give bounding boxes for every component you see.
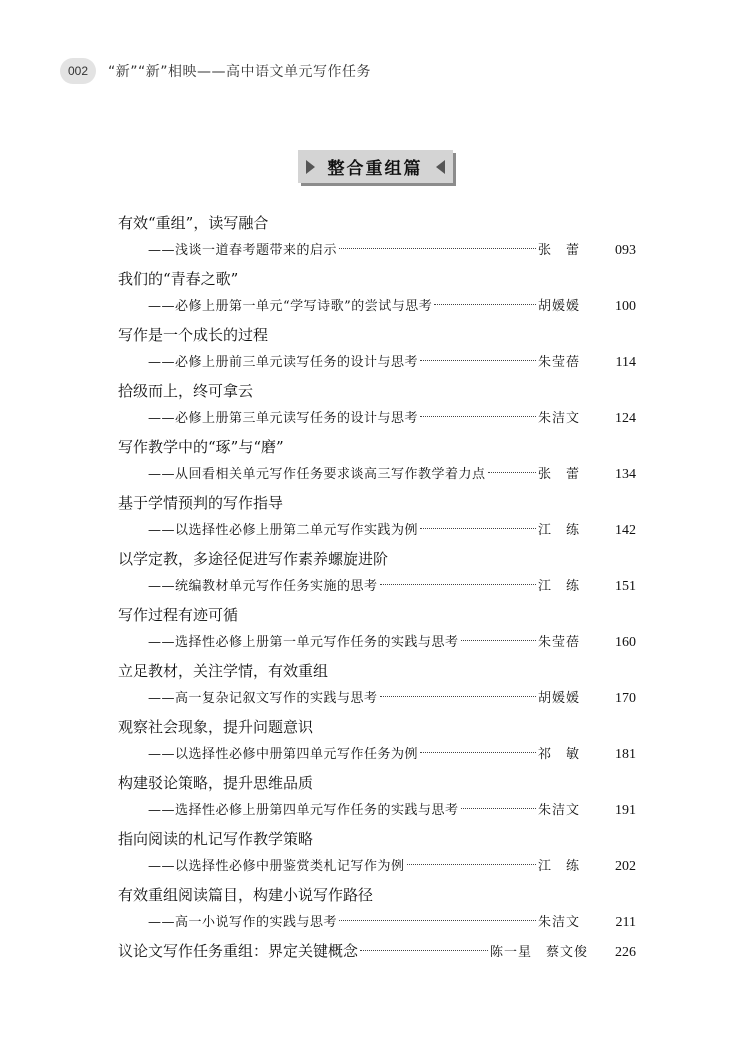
toc-entry[interactable] bbox=[118, 208, 636, 264]
leader-dots bbox=[407, 864, 536, 865]
toc-entry-subline bbox=[118, 406, 636, 432]
toc-entry-page: 114 bbox=[615, 355, 636, 370]
toc-entry-title: 有效“重组”，读写融合 bbox=[118, 214, 269, 232]
toc-entry-title: 写作过程有迹可循 bbox=[118, 606, 239, 624]
toc-entry-subtitle: ——必修上册第三单元读写任务的设计与思考 bbox=[148, 411, 419, 426]
running-title: “新”“新”相映——高中语文单元写作任务 bbox=[108, 64, 372, 80]
leader-dots bbox=[461, 640, 536, 641]
toc-entry-subline bbox=[118, 854, 636, 880]
toc-entry-subline bbox=[118, 574, 636, 600]
toc-entry[interactable] bbox=[118, 432, 636, 488]
toc-entry[interactable] bbox=[118, 376, 636, 432]
toc-entry-page: 226 bbox=[615, 945, 636, 960]
toc-entry-subline bbox=[118, 294, 636, 320]
leader-dots bbox=[488, 472, 536, 473]
toc-entry-page: 142 bbox=[615, 523, 636, 538]
section-title: 整合重组篇 bbox=[298, 150, 453, 183]
toc-entry[interactable] bbox=[118, 544, 636, 600]
leader-dots bbox=[461, 808, 536, 809]
toc-entry-subtitle: ——浅谈一道春考题带来的启示 bbox=[148, 243, 338, 258]
toc-entry[interactable] bbox=[118, 824, 636, 880]
toc-entry-title: 观察社会现象，提升问题意识 bbox=[118, 718, 314, 736]
leader-dots bbox=[360, 950, 488, 951]
table-of-contents bbox=[118, 208, 636, 964]
toc-entry[interactable] bbox=[118, 264, 636, 320]
leader-dots bbox=[380, 584, 536, 585]
toc-entry-author: 朱洁文 bbox=[538, 411, 581, 426]
toc-entry[interactable] bbox=[118, 880, 636, 936]
toc-entry-author: 江 练 bbox=[538, 579, 581, 594]
toc-entry-subtitle: ——以选择性必修上册第二单元写作实践为例 bbox=[148, 523, 419, 538]
toc-entry-author: 张 蕾 bbox=[538, 467, 581, 482]
toc-entry-subtitle: ——高一小说写作的实践与思考 bbox=[148, 915, 338, 930]
toc-entry-author: 朱莹蓓 bbox=[538, 355, 581, 370]
toc-entry-subtitle: ——从回看相关单元写作任务要求谈高三写作教学着力点 bbox=[148, 467, 486, 482]
page-number: 002 bbox=[60, 58, 96, 84]
leader-dots bbox=[434, 304, 536, 305]
toc-entry[interactable] bbox=[118, 712, 636, 768]
toc-entry-page: 191 bbox=[615, 803, 636, 818]
toc-entry[interactable] bbox=[118, 656, 636, 712]
toc-entry-title: 有效重组阅读篇目，构建小说写作路径 bbox=[118, 886, 374, 904]
leader-dots bbox=[339, 248, 536, 249]
toc-entry-subtitle: ——选择性必修上册第四单元写作任务的实践与思考 bbox=[148, 803, 459, 818]
toc-entry-page: 134 bbox=[615, 467, 636, 482]
leader-dots bbox=[339, 920, 536, 921]
toc-entry-page: 170 bbox=[615, 691, 636, 706]
toc-entry-title: 写作教学中的“琢”与“磨” bbox=[118, 438, 284, 456]
leader-dots bbox=[420, 528, 536, 529]
leader-dots bbox=[420, 416, 536, 417]
toc-entry-author: 陈一星 蔡文俊 bbox=[489, 945, 588, 960]
toc-entry-subline bbox=[118, 350, 636, 376]
leader-dots bbox=[420, 360, 536, 361]
toc-entry-author: 胡媛媛 bbox=[538, 299, 581, 314]
toc-entry-title: 以学定教，多途径促进写作素养螺旋进阶 bbox=[118, 550, 389, 568]
toc-entry-page: 124 bbox=[615, 411, 636, 426]
toc-entry-subtitle: ——以选择性必修中册鉴赏类札记写作为例 bbox=[148, 859, 405, 874]
toc-entry-title: 构建驳论策略，提升思维品质 bbox=[118, 774, 314, 792]
toc-entry-author: 胡媛媛 bbox=[538, 691, 581, 706]
toc-entry-subtitle: ——高一复杂记叙文写作的实践与思考 bbox=[148, 691, 378, 706]
toc-entry-page: 093 bbox=[615, 243, 636, 258]
toc-entry[interactable] bbox=[118, 488, 636, 544]
toc-entry-author: 张 蕾 bbox=[538, 243, 581, 258]
section-heading bbox=[0, 150, 750, 183]
toc-entry-subline bbox=[118, 686, 636, 712]
toc-entry-title: 我们的“青春之歌” bbox=[118, 270, 239, 288]
toc-entry-page: 100 bbox=[615, 299, 636, 314]
toc-entry-subline bbox=[118, 630, 636, 656]
toc-entry-subtitle: ——统编教材单元写作任务实施的思考 bbox=[148, 579, 378, 594]
toc-entry-author: 朱洁文 bbox=[538, 803, 581, 818]
toc-entry[interactable] bbox=[118, 600, 636, 656]
toc-entry-subtitle: ——必修上册前三单元读写任务的设计与思考 bbox=[148, 355, 419, 370]
toc-entry-title: 基于学情预判的写作指导 bbox=[118, 494, 284, 512]
toc-entry[interactable] bbox=[118, 320, 636, 376]
leader-dots bbox=[380, 696, 536, 697]
toc-entry-title: 写作是一个成长的过程 bbox=[118, 326, 269, 344]
toc-entry-subline bbox=[118, 462, 636, 488]
toc-entry-title: 拾级而上，终可拿云 bbox=[118, 382, 254, 400]
toc-entry-page: 151 bbox=[615, 579, 636, 594]
toc-entry-subtitle: ——选择性必修上册第一单元写作任务的实践与思考 bbox=[148, 635, 459, 650]
toc-entry-subline bbox=[118, 518, 636, 544]
toc-entry-author: 江 练 bbox=[538, 523, 581, 538]
toc-entry-author: 朱莹蓓 bbox=[538, 635, 581, 650]
toc-entry-title: 议论文写作任务重组：界定关键概念 bbox=[118, 942, 359, 960]
toc-entry-title: 立足教材，关注学情，有效重组 bbox=[118, 662, 329, 680]
toc-entry-subline bbox=[118, 238, 636, 264]
toc-entry-author: 江 练 bbox=[538, 859, 581, 874]
leader-dots bbox=[420, 752, 536, 753]
toc-entry-subtitle: ——必修上册第一单元“学写诗歌”的尝试与思考 bbox=[148, 299, 433, 314]
toc-entry-subline bbox=[118, 798, 636, 824]
running-header bbox=[60, 58, 371, 84]
toc-entry-title: 指向阅读的札记写作教学策略 bbox=[118, 830, 314, 848]
toc-entry-page: 181 bbox=[615, 747, 636, 762]
toc-entry-subline bbox=[118, 742, 636, 768]
toc-entry-subtitle: ——以选择性必修中册第四单元写作任务为例 bbox=[148, 747, 419, 762]
toc-entry-page: 160 bbox=[615, 635, 636, 650]
toc-entry-last[interactable] bbox=[118, 936, 636, 964]
toc-entry-page: 211 bbox=[615, 915, 636, 930]
toc-entry[interactable] bbox=[118, 768, 636, 824]
toc-entry-page: 202 bbox=[615, 859, 636, 874]
toc-entry-subline bbox=[118, 910, 636, 936]
toc-entry-author: 朱洁文 bbox=[538, 915, 581, 930]
toc-entry-author: 祁 敏 bbox=[538, 747, 581, 762]
